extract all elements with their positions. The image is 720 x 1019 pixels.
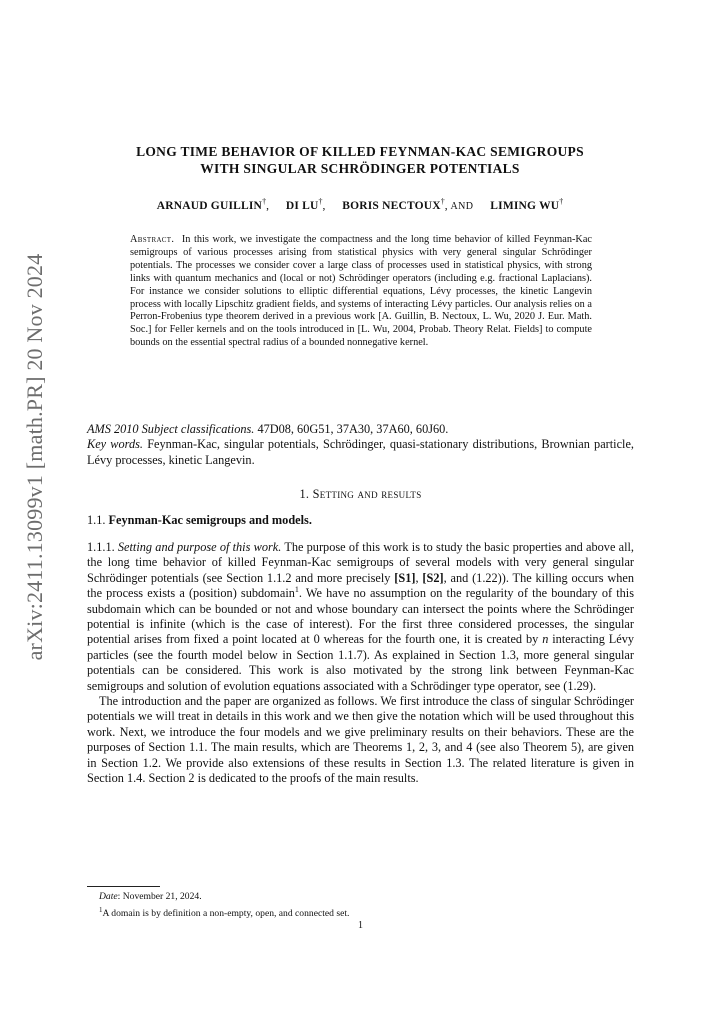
page-number: 1	[358, 920, 363, 931]
text-run: interacting Lévy particles (see the fourth model below in Section 1.1.7). As explained in Section 1.3, more general singular potentials can be considered. This work is also motivated by the strong link between Feynman-Kac semigroups and solution of evolution equations associated with a Schrödinger type operator, see (1.29).	[87, 632, 635, 693]
arxiv-identifier-text: arXiv:2411.13099v1 [math.PR] 20 Nov 2024	[22, 253, 47, 661]
text-run: , and (1.22)). The killing occurs when the process exists a (position) subdomain	[87, 570, 635, 601]
text-run: The purpose of this work is to study the basic properties and above all, the long time behavior of killed Feynman-Kac semigroups of several models with very general singular Schrödinger potentials (see Section 1.1.2 and more precisely	[87, 540, 635, 585]
abstract	[130, 234, 592, 350]
citation-link[interactable]: [S1]	[394, 570, 416, 585]
affiliation-mark: †	[318, 197, 323, 206]
author-name: LIMING WU	[490, 199, 560, 212]
math-variable: n	[542, 632, 549, 647]
paper-title-line-1: LONG TIME BEHAVIOR OF KILLED FEYNMAN-KAC SEMIGROUPS	[136, 144, 584, 159]
citation-link[interactable]: [S2]	[422, 570, 444, 585]
author-list: ARNAUD GUILLIN†, DI LU†, BORIS NECTOUX†, AND LIMING WU†	[156, 197, 564, 212]
subsection-title: Feynman-Kac semigroups and models.	[108, 513, 312, 527]
text-run: . We have no assumption on the regularity of the boundary of this subdomain which can be bounded or not and whose boundary can intersect the points where the Schrödinger potential is infinite (which is the case of interest). For the first three considered processes, the singular potential arises from fixed a point located at 0 whereas for the fourth one, it is created by	[87, 586, 634, 647]
ams-label: AMS 2010 Subject classifications.	[87, 422, 255, 436]
keywords-text: Feynman-Kac, singular potentials, Schrödinger, quasi-stationary distributions, Brownian particle, Lévy processes, kinetic Langevin.	[87, 437, 635, 467]
paragraph	[87, 540, 634, 694]
section-heading: 1. Setting and results	[299, 487, 422, 501]
paragraph: The introduction and the paper are organized as follows. We first introduce the class of singular Schrödinger potentials we will treat in details in this work and we then give the notation which will be used throughout this work. Next, we introduce the four models and we give preliminary results on their behaviors. These are the purposes of Section 1.1. The main results, which are Theorems 1, 2, 3, and 4 (see also Theorem 5), are given in Section 1.2. We provide also extensions of these results in Section 1.3. The related literature is given in Section 1.4. Section 2 is dedicated to the proofs of the main results.	[87, 694, 634, 786]
footnote-text: A domain is by definition a non-empty, open, and connected set.	[102, 907, 350, 919]
classification-and-keywords	[87, 422, 634, 468]
paper-title	[60, 143, 660, 177]
footnotes	[87, 891, 634, 920]
paragraph-number: 1.1.1.	[87, 540, 115, 554]
subsection-number: 1.1.	[87, 513, 106, 527]
ams-classification	[87, 422, 634, 437]
author-name: ARNAUD GUILLIN	[156, 199, 263, 212]
affiliation-mark: †	[559, 197, 564, 206]
text-run: ,	[415, 570, 419, 585]
footnote-number: 1	[99, 905, 103, 914]
paper-title-line-2: WITH SINGULAR SCHRÖDINGER POTENTIALS	[200, 161, 520, 176]
keywords	[87, 437, 634, 468]
body-text	[87, 540, 634, 787]
arxiv-identifier-stamp	[18, 253, 52, 661]
footnote	[87, 904, 634, 921]
footnote-marker[interactable]: 1	[294, 585, 299, 595]
author-conjunction: AND	[450, 200, 474, 212]
author-name: DI LU	[285, 199, 319, 212]
abstract-heading: Abstract.	[130, 234, 175, 245]
affiliation-mark: †	[262, 197, 267, 206]
author-name: BORIS NECTOUX	[342, 199, 441, 212]
affiliation-mark: †	[440, 197, 445, 206]
date-value: : November 21, 2024.	[117, 891, 202, 902]
paragraph-heading: Setting and purpose of this work.	[117, 540, 282, 554]
footnote-rule	[87, 886, 160, 887]
subsection-heading	[87, 513, 634, 528]
abstract-text: In this work, we investigate the compactness and the long time behavior of killed Feynman-Kac semigroups of various processes arising from statistical physics with very general singular Schrödinger potentials. The processes we consider cover a large class of processes used in statistical physics, with strong links with quantum mechanics and (local or not) Schrödinger operators (including e.g. fractional Laplacians). For instance we consider solutions to elliptic differential equations, Lévy processes, the kinetic Langevin process with locally Lipschitz gradient fields, and systems of interacting Lévy particles. Our analysis relies on a Perron-Frobenius type theorem derived in a previous work [A. Guillin, B. Nectoux, L. Wu, 2020 J. Eur. Math. Soc.] for Feller kernels and on the tools introduced in [L. Wu, 2004, Probab. Theory Relat. Fields] to compute bounds on the essential spectral radius of a bounded nonnegative kernel.	[130, 234, 592, 349]
keywords-label: Key words.	[87, 437, 143, 452]
date-note	[87, 891, 634, 904]
date-label: Date	[99, 891, 118, 902]
ams-codes: 47D08, 60G51, 37A30, 37A60, 60J60.	[257, 422, 449, 436]
